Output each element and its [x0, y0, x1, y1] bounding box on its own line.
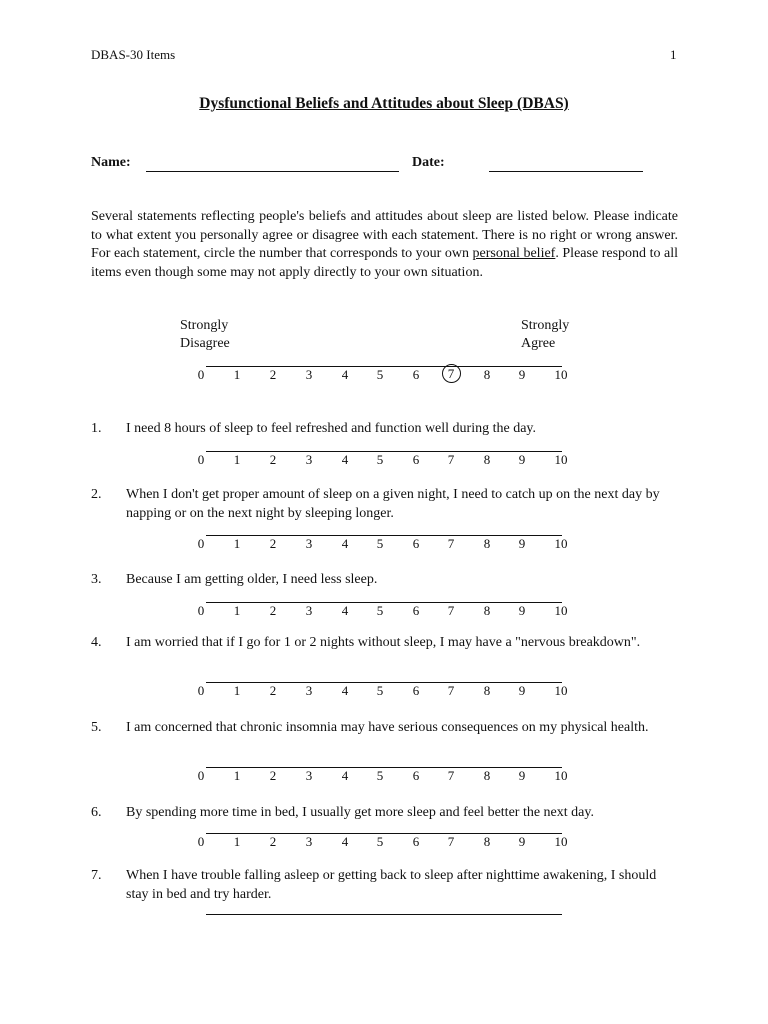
item-number: 5.: [91, 720, 102, 735]
scale-option-10: 10: [554, 367, 568, 382]
scale-option-10[interactable]: 10: [554, 603, 568, 618]
scale-option-3[interactable]: 3: [305, 683, 313, 698]
scale-option-1[interactable]: 1: [233, 536, 241, 551]
scale-option-6: 6: [412, 367, 420, 382]
scale-anchor-disagree: Strongly Disagree: [180, 318, 230, 351]
instructions-text-2: . Please respond to all items even though some may not apply directly to your own situation.: [91, 246, 678, 280]
scale-option-4[interactable]: 4: [341, 603, 349, 618]
scale-option-1[interactable]: 1: [233, 452, 241, 467]
scale-option-5[interactable]: 5: [376, 683, 384, 698]
scale-option-8[interactable]: 8: [483, 603, 491, 618]
scale-option-9[interactable]: 9: [518, 683, 526, 698]
scale-option-7: 7: [442, 364, 461, 383]
scale-option-3: 3: [305, 367, 313, 382]
item-3-scale: [195, 602, 575, 626]
scale-option-5: 5: [376, 367, 384, 382]
scale-option-10[interactable]: 10: [554, 536, 568, 551]
scale-option-7[interactable]: 7: [447, 834, 455, 849]
scale-option-5[interactable]: 5: [376, 536, 384, 551]
name-label: Name:: [91, 155, 131, 170]
scale-option-9[interactable]: 9: [518, 834, 526, 849]
scale-option-7[interactable]: 7: [447, 683, 455, 698]
item-number: 2.: [91, 487, 102, 502]
scale-option-5[interactable]: 5: [376, 834, 384, 849]
scale-option-4[interactable]: 4: [341, 536, 349, 551]
instructions: [91, 208, 678, 282]
scale-option-4[interactable]: 4: [341, 683, 349, 698]
header-title: DBAS-30 Items: [91, 47, 176, 62]
scale-option-4[interactable]: 4: [341, 452, 349, 467]
scale-option-1[interactable]: 1: [233, 768, 241, 783]
item-number: 6.: [91, 805, 102, 820]
scale-option-1[interactable]: 1: [233, 834, 241, 849]
date-field[interactable]: [489, 171, 643, 172]
item-6-scale: [195, 833, 575, 857]
name-field[interactable]: [146, 171, 399, 172]
scale-option-5[interactable]: 5: [376, 603, 384, 618]
item-text: I am worried that if I go for 1 or 2 nights without sleep, I may have a "nervous breakdown".: [126, 635, 641, 650]
scale-option-0[interactable]: 0: [197, 683, 205, 698]
scale-option-4[interactable]: 4: [341, 834, 349, 849]
scale-option-2[interactable]: 2: [269, 683, 277, 698]
scale-option-2: 2: [269, 367, 277, 382]
item-number: 3.: [91, 572, 102, 587]
instructions-underlined: personal belief: [472, 246, 556, 262]
scale-option-1[interactable]: 1: [233, 603, 241, 618]
scale-option-8[interactable]: 8: [483, 834, 491, 849]
example-scale: [195, 366, 575, 390]
scale-option-0[interactable]: 0: [197, 603, 205, 618]
item-text: When I don't get proper amount of sleep on a given night, I need to catch up on the next day by napping or on the next night by sleeping longer.: [126, 487, 660, 521]
item-1-scale: [195, 451, 575, 475]
page-number: 1: [670, 47, 677, 62]
scale-option-9[interactable]: 9: [518, 768, 526, 783]
scale-option-2[interactable]: 2: [269, 834, 277, 849]
scale-option-8[interactable]: 8: [483, 683, 491, 698]
scale-option-9: 9: [518, 367, 526, 382]
scale-option-6[interactable]: 6: [412, 683, 420, 698]
scale-option-2[interactable]: 2: [269, 603, 277, 618]
scale-option-3[interactable]: 3: [305, 536, 313, 551]
scale-option-10[interactable]: 10: [554, 768, 568, 783]
scale-option-10[interactable]: 10: [554, 834, 568, 849]
item-number: 7.: [91, 868, 102, 883]
scale-option-4[interactable]: 4: [341, 768, 349, 783]
item-4-scale: [195, 682, 575, 706]
item-text: When I have trouble falling asleep or getting back to sleep after nighttime awakening, I should stay in bed and try harder.: [126, 868, 657, 902]
scale-option-4: 4: [341, 367, 349, 382]
scale-option-2[interactable]: 2: [269, 536, 277, 551]
scale-option-5[interactable]: 5: [376, 768, 384, 783]
scale-option-3[interactable]: 3: [305, 603, 313, 618]
scale-option-0[interactable]: 0: [197, 768, 205, 783]
scale-option-0[interactable]: 0: [197, 834, 205, 849]
scale-option-10[interactable]: 10: [554, 683, 568, 698]
item-2-scale: [195, 535, 575, 559]
scale-option-5[interactable]: 5: [376, 452, 384, 467]
item-text: I need 8 hours of sleep to feel refreshed and function well during the day.: [126, 421, 537, 436]
scale-option-9[interactable]: 9: [518, 536, 526, 551]
item-7-scale-line: [206, 914, 562, 915]
scale-option-6[interactable]: 6: [412, 834, 420, 849]
scale-option-0: 0: [197, 367, 205, 382]
scale-option-3[interactable]: 3: [305, 834, 313, 849]
scale-option-10[interactable]: 10: [554, 452, 568, 467]
scale-option-8[interactable]: 8: [483, 768, 491, 783]
scale-option-7[interactable]: 7: [447, 452, 455, 467]
scale-option-2[interactable]: 2: [269, 768, 277, 783]
item-text: By spending more time in bed, I usually get more sleep and feel better the next day.: [126, 805, 594, 820]
scale-option-8[interactable]: 8: [483, 536, 491, 551]
scale-option-0[interactable]: 0: [197, 452, 205, 467]
scale-option-6[interactable]: 6: [412, 452, 420, 467]
item-text: Because I am getting older, I need less sleep.: [126, 572, 378, 587]
scale-option-8: 8: [483, 367, 491, 382]
scale-option-6[interactable]: 6: [412, 536, 420, 551]
scale-option-6[interactable]: 6: [412, 768, 420, 783]
scale-option-6[interactable]: 6: [412, 603, 420, 618]
scale-anchor-agree: Strongly Agree: [521, 318, 570, 351]
scale-option-3[interactable]: 3: [305, 768, 313, 783]
scale-option-3[interactable]: 3: [305, 452, 313, 467]
item-number: 1.: [91, 421, 102, 436]
scale-option-1: 1: [233, 367, 241, 382]
scale-option-1[interactable]: 1: [233, 683, 241, 698]
item-number: 4.: [91, 635, 102, 650]
scale-option-9[interactable]: 9: [518, 452, 526, 467]
scale-option-9[interactable]: 9: [518, 603, 526, 618]
item-text: I am concerned that chronic insomnia may have serious consequences on my physical health.: [126, 720, 649, 735]
scale-option-7[interactable]: 7: [447, 768, 455, 783]
scale-option-8[interactable]: 8: [483, 452, 491, 467]
instructions-text-1: Several statements reflecting people's beliefs and attitudes about sleep are listed below. Please indicate to what extent you personally agree or disagree with each statement. There is no right or wrong answer. For each statement, circle the number that corresponds to your own: [91, 209, 678, 262]
item-5-scale: [195, 767, 575, 791]
scale-option-2[interactable]: 2: [269, 452, 277, 467]
scale-option-0[interactable]: 0: [197, 536, 205, 551]
page-title: Dysfunctional Beliefs and Attitudes about Sleep (DBAS): [199, 95, 569, 112]
date-label: Date:: [412, 155, 445, 170]
scale-option-7[interactable]: 7: [447, 536, 455, 551]
scale-option-7[interactable]: 7: [447, 603, 455, 618]
